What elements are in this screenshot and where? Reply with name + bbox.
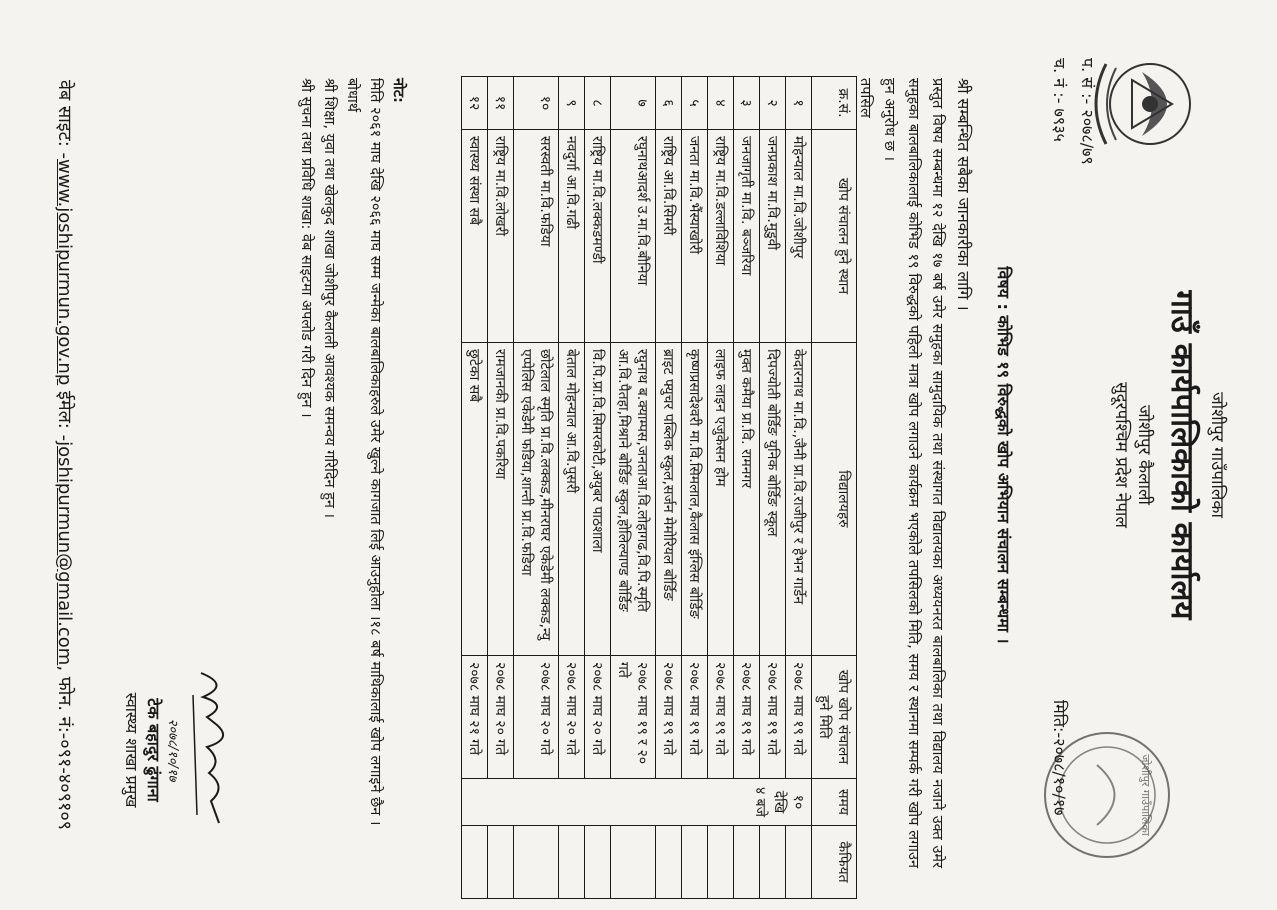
cell-remarks <box>786 826 812 899</box>
table-row <box>611 77 656 899</box>
cc-item: श्री शिक्षा, युवा तथा खेलकुद शाखा जोशीपुर कैलाली आवश्यक समन्वय गरिदिन हुन । <box>321 78 337 519</box>
cell-schools: छोटेलाल स्मृति प्रा.वि.लक्कड,मीनराघर एकेडेमी लक्कड,न्यु एप्पेलिस एकेडेमी फडिया,शान्ती प्रा.वि.फडिया <box>514 343 559 656</box>
signature-date: २०७८/१०/१७ <box>165 718 180 782</box>
cell-sn: ११ <box>488 77 514 130</box>
cell-sn: ७ <box>611 77 656 130</box>
web-label: वेब साइट: - <box>54 79 75 159</box>
letter-subject: विषय : कोभिड १९ विरुद्धको खोप अभियान संचालन सम्बन्धमा । <box>994 266 1013 644</box>
cell-sn: ३ <box>734 77 760 130</box>
notes-section <box>294 78 409 868</box>
email-label: ईमेल: - <box>54 391 75 442</box>
cell-date: २०७८ माघ १९ र २० गते <box>611 656 656 779</box>
vaccination-schedule-table <box>461 76 857 899</box>
cell-place: सरस्वती मा.वि.फडिया <box>514 130 559 343</box>
reference-number: प. सं :- २०७८/७९ <box>1078 58 1097 165</box>
addressee: श्री सम्बन्धित सबैका जानकारीका लागि । <box>954 78 973 311</box>
cell-remarks <box>682 826 708 899</box>
cell-place: नवदुर्गा आ.वि.गढी <box>559 130 585 343</box>
cell-schools: ब्राइट फ्युचर पब्लिक स्कुल,सर्जन मेमोरियल बोर्डिङ <box>656 343 682 656</box>
table-row <box>585 77 611 899</box>
cell-sn: ९ <box>559 77 585 130</box>
cell-date: २०७८ माघ १९ गते <box>786 656 812 779</box>
notes-title: नोट: <box>390 78 406 103</box>
cell-sn: १२ <box>462 77 488 130</box>
cell-remarks <box>488 826 514 899</box>
cell-place: जनता मा.वि.भैंस्याखोरी <box>682 130 708 343</box>
table-row <box>462 77 488 899</box>
cell-sn: १ <box>786 77 812 130</box>
table-row <box>760 77 786 899</box>
cell-schools: वि.पि.प्रा.वि.सिमरकोटी,अयुबर पाठशाला <box>585 343 611 656</box>
cell-date: २०७८ माघ १९ गते <box>682 656 708 779</box>
cell-date: २०७८ माघ १९ गते <box>734 656 760 779</box>
notes-line: मिति २०६१ माघ देखि २०६६ माघ सम्म जन्मेका बालबालिकाहरुले उमेर खुल्ने कागजात लिई आउनुहोला ।१८ बर्ष माथिकालाई खोप लगाइने छैन । <box>367 78 383 826</box>
table-header-row <box>812 77 857 899</box>
cell-schools: मुक्त कमैया प्रा.वि. रामनगर <box>734 343 760 656</box>
cell-sn: ६ <box>656 77 682 130</box>
cell-date: २०७८ माघ १९ गते <box>656 656 682 779</box>
svg-text:जोशीपुर गाउँपालिका: जोशीपुर गाउँपालिका <box>1139 754 1152 836</box>
col-schools: विद्यालयहरु <box>812 343 857 656</box>
cell-place: जनप्रकाश मा.वि.मुडुवी <box>760 130 786 343</box>
cell-schools: कृष्णप्रसादेश्वरी मा.वि.सिमलाल,कैलास इंग्लिस बोर्डिङ <box>682 343 708 656</box>
table-row <box>559 77 585 899</box>
cell-date: २०७८ माघ २० गते <box>559 656 585 779</box>
signature-block <box>121 650 237 850</box>
cell-remarks <box>760 826 786 899</box>
cell-remarks <box>559 826 585 899</box>
col-sn: क्र.सं. <box>812 77 857 130</box>
signatory-name: टेक बहादुर ढुंगाना <box>144 698 163 802</box>
cell-schools: रघुनाथ ब.क्याम्पस,जनताआ.वि.लोहागढ,वि.पि.स्मृति आ.वि.पैतहा,मिश्राने बोर्डिङ स्कुल,होलिल्याण्ड बोर्डिङ <box>611 343 656 656</box>
cell-remarks <box>462 826 488 899</box>
cell-remarks <box>708 826 734 899</box>
office-title: गाउँ कार्यपालिकाको कार्यालय <box>1164 290 1200 620</box>
cell-schools: लाइफ लाइन एजुकेसन होम <box>708 343 734 656</box>
col-time: समय <box>812 779 857 826</box>
municipality-name: जोशीपुर गाउँपालिका <box>1207 392 1227 518</box>
cell-schools: छुटेका सबै <box>462 343 488 656</box>
cell-date: २०७८ माघ २० गते <box>488 656 514 779</box>
cell-schools: दिपज्योती बोर्डिङ युनिक बोर्डिङ स्कूल <box>760 343 786 656</box>
col-place: खोप संचालन हुने स्थान <box>812 130 857 343</box>
cell-sn: ८ <box>585 77 611 130</box>
cell-remarks <box>734 826 760 899</box>
cell-place: रघुनाथआदर्श उ.मा.वि.बौनिया <box>611 130 656 343</box>
cell-place: राष्ट्रिय मा.वि.लक्कडमण्डी <box>585 130 611 343</box>
col-remarks: कैफियत <box>812 826 857 899</box>
table-row <box>488 77 514 899</box>
signatory-designation: स्वास्थ्य शाखा प्रमुख <box>122 692 141 808</box>
cell-schools: केदारनाथ मा.वि.,जैनी प्रा.वि.राजीपुर र हेभन गार्डेन <box>786 343 812 656</box>
cell-place: राष्ट्रिय मा.वि.डल्लाविशिया <box>708 130 734 343</box>
phone-number: फोन. नं:-०९१-४०९१०९ <box>54 676 75 831</box>
cc-item: श्री सुचना तथा प्रविधि शाखा: वेब साइटमा अपलोड गरी दिन हुन । <box>298 78 314 418</box>
table-row <box>514 77 559 899</box>
table-row <box>682 77 708 899</box>
dispatch-number: च. नं :- ७९३५ <box>1050 58 1069 142</box>
cell-sn: ५ <box>682 77 708 130</box>
body-text: प्रस्तुत विषय सम्बन्धमा १२ देखि १७ बर्ष उमेर समुहका सामुदायिक तथा संस्थागत विद्यालयका अध्ययनरत बालबालिका तथा विद्यालय नजाने उक्त उमेर समुहका बालबालिकालाई कोभिड १९ विरुद्धको पहिलो मात्रा खोप लगाउने कार्यक्रम भएकोले तपसिलको मिति, समय र स्थानमा सम्पर्क गरी खोप लगाउन हुन अनुरोध छ । <box>881 78 945 868</box>
tapasil-label: तपसिल <box>857 78 873 118</box>
table-row <box>786 77 812 899</box>
col-date: खोप खोप संचालन हुने मिति <box>812 656 857 779</box>
cell-date: २०७८ माघ १९ गते <box>708 656 734 779</box>
cell-place: राष्ट्रिय मा.वि.लोखरी <box>488 130 514 343</box>
cell-sn: ४ <box>708 77 734 130</box>
letter-footer: वेब साइट: -www.joshipurmun.gov.np ईमेल: -joshipurmun@gmail.com, फोन. नं:-०९१-४०९१०९ <box>54 79 75 831</box>
cell-place: मोहन्याल मा.वि.जोशीपुर <box>786 130 812 343</box>
cell-sn: १० <box>514 77 559 130</box>
body-paragraph <box>853 78 949 868</box>
cell-place: स्वास्थ्य संस्था सबै <box>462 130 488 343</box>
cell-remarks <box>611 826 656 899</box>
cell-place: राष्ट्रिय आ.वि.सिमरी <box>656 130 682 343</box>
cell-date: २०७८ माघ २१ गते <box>462 656 488 779</box>
cell-date: २०७८ माघ २० गते <box>514 656 559 779</box>
table-row <box>708 77 734 899</box>
cell-schools: बेताल मोहन्याल आ.वि.पुसरी <box>559 343 585 656</box>
table-row <box>656 77 682 899</box>
cc-label: बोधार्थ <box>344 78 360 112</box>
office-address-1: जोशीपुर कैलाली <box>1134 405 1154 505</box>
cell-sn: २ <box>760 77 786 130</box>
cell-remarks <box>585 826 611 899</box>
cell-date: २०७८ माघ १९ गते <box>760 656 786 779</box>
cell-remarks <box>514 826 559 899</box>
letter-date: मिति:-२०७८/१०/१७ <box>1050 700 1069 816</box>
website-link[interactable]: www.joshipurmun.gov.np <box>54 158 75 386</box>
handwritten-signature-icon <box>187 665 237 835</box>
email-link[interactable]: joshipurmun@gmail.com <box>54 441 75 666</box>
cell-schools: रामजानकी प्रा.वि.पकरिया <box>488 343 514 656</box>
office-address-2: सुदूरपश्चिम प्रदेश नेपाल <box>1111 382 1131 528</box>
table-row <box>734 77 760 899</box>
cell-remarks <box>656 826 682 899</box>
cell-date: २०७८ माघ २० गते <box>585 656 611 779</box>
cell-time: १० देखि ४ बजे <box>462 779 812 826</box>
cell-place: जनजागृती मा.वि. बञ्जरिया <box>734 130 760 343</box>
